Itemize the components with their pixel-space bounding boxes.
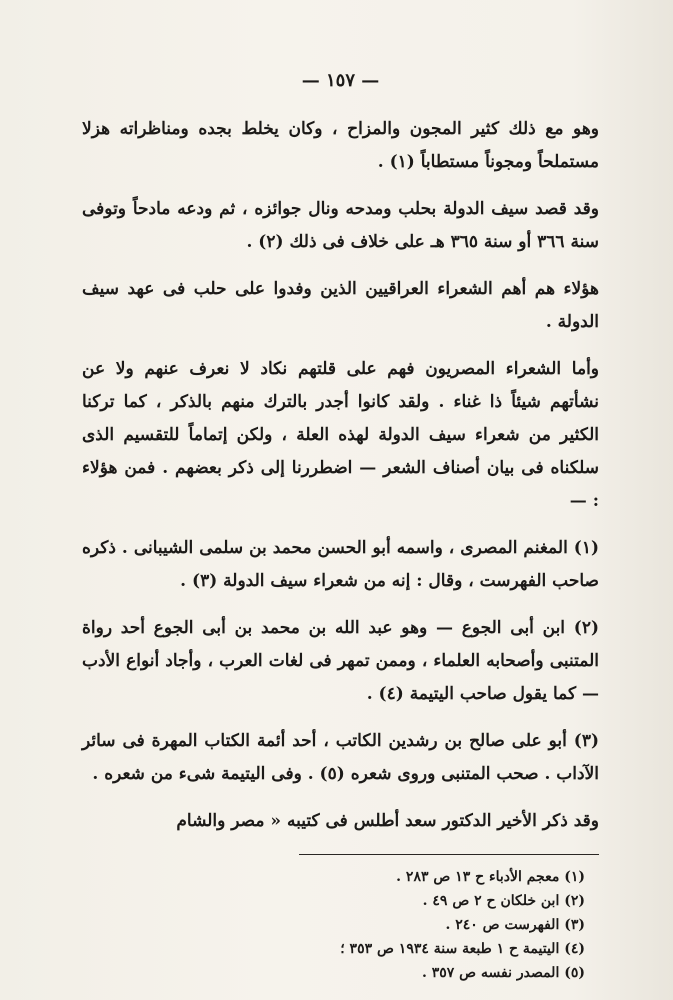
footnote-3: (٣) الفهرست ص ٢٤٠ . [445, 917, 585, 933]
footnote-5: (٥) المصدر نفسه ص ٣٥٧ . [422, 965, 585, 981]
footnote-1: (١) معجم الأدباء ح ١٣ ص ٢٨٣ . [396, 869, 585, 885]
footnote-2: (٢) ابن خلكان ح ٢ ص ٤٩ . [422, 893, 585, 909]
paragraph-1: وهو مع ذلك كثير المجون والمزاح ، وكان يخلط بجده ومناظراته هزلا مستملحاً ومجوناً مستطاباً (١) . [82, 119, 599, 172]
page-number: — ١٥٧ — [301, 70, 380, 91]
paragraph-6: (٢) ابن أبى الجوع — وهو عبد الله بن محمد بن أبى الجوع أحد رواة المتنبى وأصحابه العلماء ، وممن تمهر فى لغات العرب ، وأجاد أنواع الأدب — كما يقول صاحب اليتيمة (٤) . [82, 618, 599, 704]
paragraph-4: وأما الشعراء المصريون فهم على قلتهم نكاد لا نعرف عنهم ولا عن نشأتهم شيئاً ذا غناء . ولقد كانوا أجدر بالترك منهم بالذكر ، كما تركنا الكثير من شعراء سيف الدولة لهذه العلة ، ولكن إتماماً للتقسيم الذى سلكناه فى بيان أصناف الشعر — اضطررنا إلى ذكر بعضهم . فمن هؤلاء : — [82, 359, 599, 511]
footnotes [82, 865, 599, 985]
paragraph-5: (١) المغنم المصرى ، واسمه أبو الحسن محمد بن سلمى الشيبانى . ذكره صاحب الفهرست ، وقال : إنه من شعراء سيف الدولة (٣) . [82, 538, 599, 591]
paragraph-8: وقد ذكر الأخير الدكتور سعد أطلس فى كتيبه « مصر والشام [176, 811, 599, 831]
footnote-divider [299, 854, 599, 855]
paragraph-3: هؤلاء هم أهم الشعراء العراقيين الذين وفدوا على حلب فى عهد سيف الدولة . [82, 279, 599, 332]
footnote-4: (٤) اليتيمة ح ١ طبعة سنة ١٩٣٤ ص ٣٥٣ ؛ [340, 941, 585, 957]
paragraph-7: (٣) أبو على صالح بن رشدين الكاتب ، أحد أئمة الكتاب المهرة فى سائر الآداب . صحب المتنبى وروى شعره (٥) . وفى اليتيمة شىء من شعره . [82, 731, 599, 784]
paragraph-2: وقد قصد سيف الدولة بحلب ومدحه ونال جوائزه ، ثم ودعه مادحاً وتوفى سنة ٣٦٦ أو سنة ٣٦٥ هـ على خلاف فى ذلك (٢) . [82, 199, 599, 252]
